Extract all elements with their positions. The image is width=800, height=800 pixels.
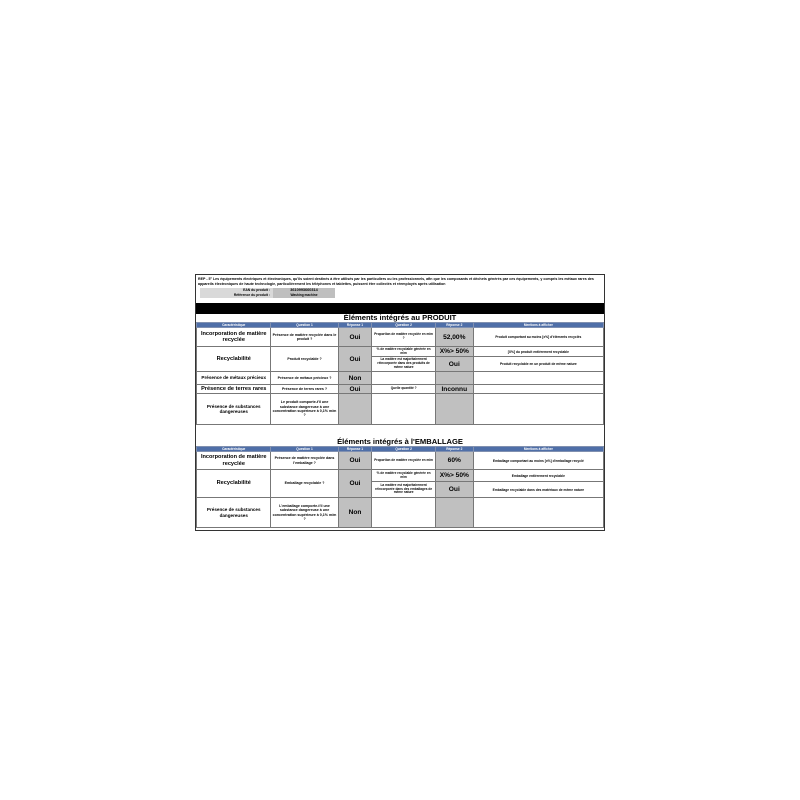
question-2-cell: % de matière recyclable générée en m/m [372,470,435,482]
question-1-cell: Présence de terres rares ? [271,385,338,394]
product-info [200,288,340,299]
column-header: Question 1 [271,447,338,452]
reference-value: Washing machine [273,293,335,298]
characteristic-cell: Recyclabilité [197,470,271,498]
table-row [197,328,604,347]
emballage-section-title: Éléments intégrés à l'EMBALLAGE [337,437,463,446]
emballage-table [196,446,604,528]
mention-cell: Produit comportant au moins [x%] d'éléments recyclés [473,328,603,347]
column-header: Question 1 [271,323,338,328]
question-1-cell: Produit recyclable ? [271,347,338,372]
column-header: Réponse 1 [338,323,372,328]
reference-label: Référence du produit : [200,293,273,298]
produit-table [196,322,604,425]
answer-2-cell: 60% [435,452,473,470]
answer-2-cell [435,372,473,385]
column-header: Caractéristique [197,323,271,328]
question-2-cell [372,394,435,425]
column-header: Question 2 [372,447,435,452]
answer-2-cell: X%> 50% [435,347,473,357]
table-row [197,372,604,385]
column-header: Question 2 [372,323,435,328]
answer-1-cell: Oui [338,347,372,372]
mention-cell: Emballage entièrement recyclable [473,470,603,482]
reference-row [200,293,340,298]
question-2-cell: Proportion de matière recyclée en m/m ? [372,328,435,347]
question-2-cell [372,372,435,385]
answer-2-cell [435,394,473,425]
answer-1-cell: Non [338,372,372,385]
question-1-cell: Présence de matière recyclée dans l'emballage ? [271,452,338,470]
mention-cell: Emballage recyclable dans des matériaux de même nature [473,482,603,498]
answer-1-cell: Oui [338,470,372,498]
intro-text: REP - 5° Les équipements électriques et électroniques, qu'ils soient destinés à être utilisés par les particuliers ou les professionnels, afin que les composants et déchets générés par ces équipements, y compris les métaux rares des appareils électroniques de haute technologie, particulièrement les téléphones et tablettes, puissent être collectés et réemployés après utilisation [198,277,594,286]
answer-1-cell: Oui [338,385,372,394]
mention-cell [473,372,603,385]
mention-cell: Produit recyclable en un produit de même nature [473,357,603,372]
column-header: Mentions à afficher [473,323,603,328]
mention-cell [473,385,603,394]
answer-2-cell [435,498,473,528]
question-2-cell: La matière est majoritairement réincorporée dans des emballages de même nature [372,482,435,498]
column-header: Réponse 1 [338,447,372,452]
question-2-cell: Quelle quantité ? [372,385,435,394]
mention-cell [473,498,603,528]
characteristic-cell: Incorporation de matière recyclée [197,452,271,470]
question-2-cell: % de matière recyclable générée en m/m [372,347,435,357]
ean-label: EAN du produit : [200,288,273,293]
answer-2-cell: X%> 50% [435,470,473,482]
characteristic-cell: Incorporation de matière recyclée [197,328,271,347]
answer-1-cell [338,394,372,425]
answer-1-cell: Oui [338,328,372,347]
ean-value: 3610993660314 [273,288,335,293]
column-header: Réponse 2 [435,447,473,452]
table-row [197,470,604,482]
question-1-cell: Emballage recyclable ? [271,470,338,498]
produit-section-title: Éléments intégrés au PRODUIT [343,313,457,322]
question-1-cell: Présence de matière recyclée dans le produit ? [271,328,338,347]
answer-2-cell: Oui [435,482,473,498]
mention-cell: [X%] du produit entièrement recyclable [473,347,603,357]
table-row [197,394,604,425]
mention-cell [473,394,603,425]
table-row [197,498,604,528]
column-header: Caractéristique [197,447,271,452]
characteristic-cell: Présence de substances dangereuses [197,394,271,425]
answer-1-cell: Non [338,498,372,528]
answer-1-cell: Oui [338,452,372,470]
table-row [197,452,604,470]
characteristic-cell: Présence de substances dangereuses [197,498,271,528]
mention-cell: Emballage comportant au moins [x%] d'emballage recyclé [473,452,603,470]
document-sheet [195,274,605,531]
column-header: Réponse 2 [435,323,473,328]
table-row [197,385,604,394]
question-2-cell: Proportion de matière recyclée en m/m [372,452,435,470]
column-header: Mentions à afficher [473,447,603,452]
answer-2-cell: 52,00% [435,328,473,347]
question-2-cell: La matière est majoritairement réincorporée dans des produits de même nature [372,357,435,372]
answer-2-cell: Oui [435,357,473,372]
characteristic-cell: Présence de terres rares [197,385,271,394]
answer-2-cell: Inconnu [435,385,473,394]
characteristic-cell: Recyclabilité [197,347,271,372]
question-1-cell: L'emballage comporte-t'il une substance dangereuse à une concentration supérieure à 0,1% m/m ? [271,498,338,528]
question-2-cell [372,498,435,528]
question-1-cell: Présence de métaux précieux ? [271,372,338,385]
table-row [197,347,604,357]
characteristic-cell: Présence de métaux précieux [197,372,271,385]
question-1-cell: Le produit comporte-t'il une substance dangereuse à une concentration supérieure à 0,1% m/m ? [271,394,338,425]
